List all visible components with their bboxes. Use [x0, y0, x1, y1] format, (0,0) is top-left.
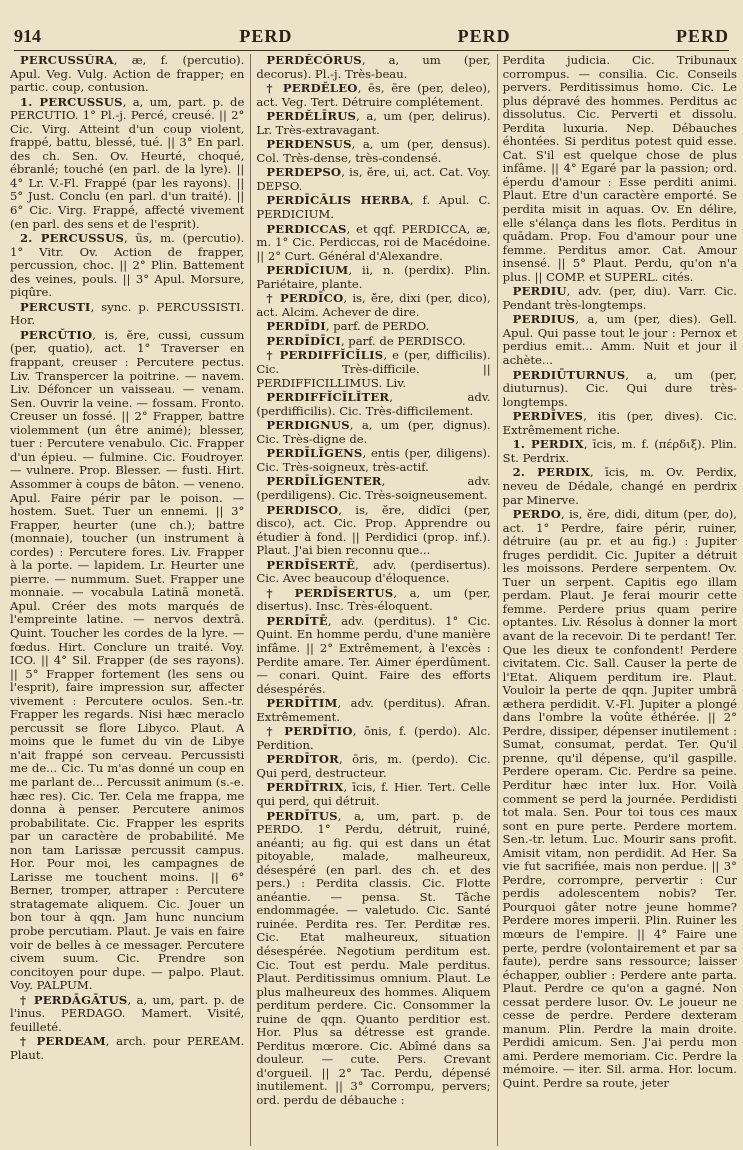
dictionary-entry — [10, 329, 244, 993]
entry-headword: 2. PERCUSSUS — [20, 231, 125, 246]
entry-headword: PERDO — [512, 507, 561, 522]
entry-definition: , is, ĕre, dixi (per, dico), act. Alcim. Achever de dire. — [256, 291, 491, 319]
dictionary-entry — [256, 54, 490, 81]
dictionary-entry — [256, 138, 490, 165]
entry-definition: , is, ĕre, didi, ditum (per, do), act. 1° Perdre, faire périr, ruiner, détruire (au pr. et au fig.) : Jupiter fruges perdidit. Cic. Jupiter a détruit les moissons. Perdere serpentem. Ov. Tuer un serpent. Capitis ego illam perdam. Plaut. Je ferai mourir cette femme. Perdere prius quam perire optantes. Liv. Résolus à donner la mort avant de la recevoir. Di te perdant! Ter. Que les dieux te confondent! Perdere civitatem. Cic. Sall. Causer la perte de l'Etat. Aliquem perditum ire. Plaut. Vouloir la perte de qqn. Jupiter umbrā æthera perdidit. V.-Fl. Jupiter a plongé dans l'ombre la voûte éthérée. || 2° Perdre, dissiper, dépenser inutilement : Sumat, consumat, perdat. Ter. Qu'il prenne, qu'il dépense, qu'il gaspille. Perdere operam. Cic. Perdre sa peine. Perditur hæc inter lux. Hor. Voilà comment se perd la journée. Perdidisti tot mala. Sen. Pour toi tous ces maux sont en pure perte. Perdere mortem. Sen.-tr. letum. Luc. Mourir sans profit. Amisit vitam, non perdidit. Ad Her. Sa vie fut sacrifiée, mais non perdue. || 3° Perdre, corrompre, pervertir : Cur perdis adolescentem nobis? Ter. Pourquoi gâter notre jeune homme? Perdere mores imperii. Plin. Ruiner les mœurs de l'empire. || 4° Faire une perte, perdre (volontairement et par sa faute), perdre sans ressource; laisser échapper, oublier : Perdere ante parta. Plaut. Perdre ce qu'on a gagné. Non cessat perdere lusor. Ov. Le joueur ne cesse de perdre. Perdere dexteram manum. Plin. Perdre la main droite. Perdidi amicum. Sen. J'ai perdu mon ami. Perdere memoriam. Cic. Perdre la mémoire. — iter. Sil. arma. Hor. locum. Quint. Perdre sa route, jeter — [502, 507, 737, 1091]
entry-definition: , parf. de PERDO. — [325, 319, 430, 334]
entry-definition: , īcis, m. f. (πέρδιξ). Plin. St. Perdrix. — [502, 437, 737, 465]
entry-definition: , ōris, m. (perdo). Cic. Qui perd, destructeur. — [256, 752, 491, 780]
entry-definition: , a, um, part. p. de l'inus. PERDAGO. Mamert. Visité, feuilleté. — [10, 992, 245, 1034]
entry-definition: , sync. p. PERCUSSISTI. Hor. — [10, 299, 245, 328]
entry-headword: PERDĔLĪRUS — [266, 109, 357, 124]
dictionary-entry — [256, 82, 490, 109]
entry-definition: , itis (per, dives). Cic. Extrêmement riche. — [502, 409, 737, 437]
entry-definition: , a, um (per, diuturnus). Cic. Qui dure très-longtemps. — [502, 367, 737, 409]
entry-headword: PERCUSTI — [20, 299, 91, 314]
entry-headword: PERDENSUS — [266, 137, 352, 152]
header-left-guide: PERD — [239, 25, 293, 46]
entry-definition: , adv. (perditus). Afran. Extrêmement. — [256, 696, 491, 724]
entry-definition: , a, um (per, dignus). Cic. Très-digne de. — [256, 418, 491, 446]
running-header — [14, 22, 729, 50]
entry-headword: PERDICCAS — [266, 221, 347, 236]
dictionary-entry — [256, 615, 490, 696]
dictionary-entry — [256, 391, 490, 418]
entry-headword: PERDĪDI — [266, 319, 326, 334]
dictionary-entry — [10, 301, 244, 328]
entry-headword: PERDĪCIUM — [266, 263, 349, 278]
entry-headword: PERDIGNUS — [266, 418, 350, 433]
entry-headword: PERDIŪTURNUS — [512, 367, 626, 382]
entry-headword: PERDĪSERTĒ — [266, 557, 356, 572]
entry-headword: PERDĪTOR — [266, 752, 339, 767]
dictionary-entry — [256, 349, 490, 390]
entry-definition: , entis (per, diligens). Cic. Très-soigneux, très-actif. — [256, 446, 491, 474]
entry-headword: 1. PERDIX — [512, 437, 584, 452]
entry-definition: , īcis, f. Hier. Tert. Celle qui perd, qui détruit. — [256, 780, 491, 808]
entry-headword: PERDĪTUS — [266, 808, 338, 823]
entry-definition: , adv. (perdiligens). Cic. Très-soigneusement. — [256, 474, 491, 502]
dictionary-entry — [503, 410, 737, 437]
entry-headword: PERDĔCŌRUS — [266, 54, 362, 67]
header-rule — [14, 50, 729, 51]
entry-definition: , adv. (per, diu). Varr. Cic. Pendant très-longtemps. — [502, 284, 737, 312]
entry-headword: PERDĪCĀLIS HERBA — [266, 193, 410, 208]
dictionary-entry — [10, 1035, 244, 1062]
entry-headword: PERCUSSŪRA — [20, 54, 114, 67]
dictionary-entry — [256, 587, 490, 614]
entry-headword: PERDĪTIM — [266, 696, 338, 711]
dictionary-entry — [10, 54, 244, 95]
entry-definition: , ūs, m. (percutio). 1° Vitr. Ov. Action de frapper, percussion, choc. || 2° Plin. Battement des veines, pouls. || 3° Apul. Morsure, piqûre. — [10, 231, 245, 300]
entry-headword: PERDISCO — [266, 502, 339, 517]
entry-definition: , arch. pour PEREAM. Plaut. — [10, 1034, 245, 1062]
entry-definition: , a, um (per, decorus). Pl.-j. Très-beau. — [256, 54, 491, 81]
dictionary-entry — [256, 697, 490, 724]
entry-headword: † PERDĪTIO — [266, 724, 353, 739]
entry-definition: , adv. (perdisertus). Cic. Avec beaucoup d'éloquence. — [256, 557, 491, 586]
entry-headword: 1. PERCUSSUS — [20, 94, 123, 109]
entry-headword: 2. PERDIX — [512, 465, 590, 480]
dictionary-entry — [503, 466, 737, 507]
dictionary-entry — [256, 166, 490, 193]
entry-definition: , ēs, ēre (per, deleo), act. Veg. Tert. Détruire complétement. — [256, 81, 491, 109]
dictionary-entry — [256, 559, 490, 586]
dictionary-entry — [256, 725, 490, 752]
entry-definition: , a, um, part. p. de PERCUTIO. 1° Pl.-j. Percé, creusé. || 2° Cic. Virg. Atteint d'un coup violent, frappé, battu, blessé, tué. || 3° En parl. des ch. Sen. Ov. Heurté, choqué, ébranlé; touché (en parl. de la lyre). || 4° Lr. V.-Fl. Frappé (par les rayons). || 5° Just. Conclu (en parl. d'un traité). || 6° Cic. Virg. Frappé, affecté vivement (en parl. des sens et de l'esprit). — [10, 94, 245, 231]
dictionary-entry — [256, 292, 490, 319]
entry-headword: † PERDĪSERTUS — [266, 585, 394, 600]
entry-headword: PERDĪLĬGENS — [266, 446, 363, 461]
header-center-guide: PERD — [457, 25, 511, 46]
dictionary-entry — [256, 320, 490, 334]
column-left — [10, 54, 244, 1146]
entry-definition: , a, um (per, delirus). Lr. Très-extravagant. — [256, 109, 491, 137]
entry-headword: PERCŬTIO — [20, 327, 93, 342]
entry-definition: , a, um, part. p. de PERDO. 1° Perdu, détruit, ruiné, anéanti; au fig. qui est dans un état pitoyable, malade, malheureux, désespéré (en parl. des ch. et des pers.) : Perdita classis. Cic. Flotte anéantie. — pensa. St. Tâche endommagée. — valetudo. Cic. Santé ruinée. Perdita res. Ter. Perditæ res. Cic. Etat malheureux, situation désespérée. Negotium perditum est. Cic. Tout est perdu. Male perditus. Plaut. Perditissimus omnium. Plaut. Le plus malheureux des hommes. Aliquem perditum perdere. Cic. Consommer la ruine de qqn. Quanto perditior est. Hor. Plus sa détresse est grande. Perditus mœrore. Cic. Abîmé dans sa douleur. — cute. Pers. Crevant d'orgueil. || 2° Tac. Perdu, dépensé inutilement. || 3° Corrompu, pervers; ord. perdu de débauche : — [256, 808, 491, 1108]
dictionary-entry — [503, 438, 737, 465]
entry-definition: , is, ĕre, ui, act. Cat. Voy. DEPSO. — [256, 165, 491, 193]
dictionary-entry — [256, 194, 490, 221]
dictionary-entry — [256, 419, 490, 446]
dictionary-entry — [503, 313, 737, 367]
entry-headword: PERDEPSO — [266, 165, 342, 180]
dictionary-entry — [503, 285, 737, 312]
entry-headword: PERDĪLĬGENTER — [266, 474, 382, 489]
column-right — [497, 54, 737, 1146]
header-right-guide: PERD — [675, 25, 729, 46]
dictionary-entry — [256, 110, 490, 137]
dictionary-entry — [256, 810, 490, 1108]
dictionary-entry — [503, 508, 737, 1091]
entry-headword: PERDĪTRIX — [266, 780, 344, 795]
dictionary-entry — [256, 753, 490, 780]
entry-definition: , f. Apul. C. PERDICIUM. — [256, 193, 491, 222]
entry-headword: † PERDIFFĬCĬLIS — [266, 348, 384, 363]
entry-definition: , a, um (per, disertus). Insc. Très-éloquent. — [256, 585, 491, 614]
entry-definition: , adv. (perditus). 1° Cic. Quint. En homme perdu, d'une manière infâme. || 2° Extrêmement, à l'excès : Perdite amare. Ter. Aimer éperdûment. — conari. Quint. Faire des efforts désespérés. — [256, 613, 491, 696]
dictionary-entry — [256, 223, 490, 264]
entry-definition: , īcis, m. Ov. Perdix, neveu de Dédale, changé en perdrix par Minerve. — [502, 465, 737, 507]
entry-definition: , is, ĕre, didĭci (per, disco), act. Cic. Prop. Apprendre ou étudier à fond. || Perdidici (prop. inf.). Plaut. J'ai bien reconnu que... — [256, 502, 491, 558]
dictionary-entry — [256, 475, 490, 502]
dictionary-entry — [256, 447, 490, 474]
entry-headword: PERDIUS — [512, 312, 576, 327]
entry-headword: † PERDĔLEO — [266, 81, 358, 96]
page-number: 914 — [14, 25, 41, 46]
dictionary-entry — [10, 232, 244, 300]
entry-definition: , et qqf. PERDICCA, æ, m. 1° Cic. Perdiccas, roi de Macédoine. || 2° Curt. Général d'Alexandre. — [256, 221, 491, 263]
entry-definition: , æ, f. (percutio). Apul. Veg. Vulg. Action de frapper; en partic. coup, contusion. — [10, 54, 245, 95]
column-center — [250, 54, 490, 1146]
entry-headword: PERDIFFĬCĬLĬTER — [266, 390, 390, 405]
entry-definition: , a, um (per, densus). Col. Très-dense, très-condensé. — [256, 137, 491, 165]
entry-headword: PERDĪVES — [512, 409, 584, 424]
entry-headword: † PERDĀGĀTUS — [20, 992, 128, 1007]
entry-definition: , adv. (perdifficilis). Cic. Très-difficilement. — [256, 390, 491, 418]
entry-definition: , ii, n. (perdix). Plin. Pariétaire, plante. — [256, 263, 491, 291]
dictionary-entry — [256, 264, 490, 291]
dictionary-entry — [256, 504, 490, 558]
columns — [10, 54, 737, 1146]
dictionary-entry — [10, 96, 244, 231]
entry-definition: , is, ĕre, cussi, cussum (per, quatio), act. 1° Traverser en frappant, creuser : Percutere pectus. Liv. Transpercer la poitrine. — navem. Liv. Défoncer un vaisseau. — venam. Sen. Ouvrir la veine. — fossam. Fronto. Creuser un fossé. || 2° Frapper, battre violemment (un être animé); blesser, tuer : Percutere venabulo. Cic. Frapper d'un épieu. — fulmine. Cic. Foudroyer. — vulnere. Prop. Blesser. — fusti. Hirt. Assommer à coups de bâton. — veneno. Apul. Faire périr par le poison. — hostem. Suet. Tuer un ennemi. || 3° Frapper, heurter (une ch.); battre (monnaie), toucher (un instrument à cordes) : Percutere fores. Liv. Frapper à la porte. — lapidem. Lr. Heurter une pierre. — nummum. Suet. Frapper une monnaie. — vocabula Latinā monetā. Apul. Créer des mots marqués de l'empreinte latine. — nervos dextrā. Quint. Toucher les cordes de la lyre. — fœdus. Hirt. Conclure un traité. Voy. ICO. || 4° Sil. Frapper (de ses rayons). || 5° Frapper fortement (les sens ou l'esprit), faire impression sur, affecter vivement : Percutere oculos. Sen.-tr. Frapper les regards. Nisi hæc meraclo percussit se flore Libyco. Plaut. A moins que le fumet du vin de Libye n'ait frappé son cerveau. Percussisti me de... Cic. Tu m'as donné un coup en me parlant de... Percussit animum (s.-e. hæc res). Cic. Ter. Cela me frappa, me donna à penser. Percutere animos probabilitate. Cic. Frapper les esprits par un caractère de probabilité. Me non tam Larissæ percussit campus. Hor. Pour moi, les campagnes de Larisse me touchent moins. || 6° Berner, tromper, attraper : Percutere stratagemate aliquem. Cic. Jouer un bon tour à qqn. Jam hunc nuncium probe percutiam. Plaut. Je vais en faire voir de belles à ce messager. Percutere civem suum. Cic. Prendre son concitoyen pour dupe. — palpo. Plaut. Voy. PALPUM. — [10, 327, 245, 993]
dictionary-entry — [256, 335, 490, 349]
entry-definition: , a, um (per, dies). Gell. Apul. Qui passe tout le jour : Pernox et perdius emit... Amm. Nuit et jour il achète... — [502, 312, 737, 368]
entry-headword: PERDIU — [512, 284, 567, 299]
dictionary-entry — [256, 781, 490, 808]
entry-headword: † PERDĪCO — [266, 291, 344, 306]
entry-definition: , ōnis, f. (perdo). Alc. Perdition. — [256, 724, 491, 752]
entry-headword: PERDĪDĪCI — [266, 333, 341, 348]
entry-definition: , e (per, difficilis). Cic. Très-difficile. || PERDIFFICILLIMUS. Liv. — [256, 348, 491, 390]
entry-definition: , parf. de PERDISCO. — [340, 333, 466, 348]
dictionary-entry — [503, 54, 737, 284]
entry-definition: Perdita judicia. Cic. Tribunaux corrompus. — consilia. Cic. Conseils pervers. Perditissimus homo. Cic. Le plus dépravé des hommes. Perditus ac dissolutus. Cic. Perverti et dissolu. Perdita luxuria. Nep. Débauches éhontées. Si perditus potest quid esse. Cat. S'il est quelque chose de plus infâme. || 4° Egaré par la passion; ord. éperdu d'amour : Esse perditi animi. Plaut. Etre d'un caractère emporté. Se perdita misit in aquas. Ov. En délire, elle s'élança dans les flots. Perditus in quādam. Prop. Fou d'amour pour une femme. Perditus amor. Cat. Amour insensé. || 5° Plaut. Perdu, qu'on n'a plus. || COMP. et SUPERL. cités. — [502, 54, 737, 284]
entry-headword: † PERDEAM — [20, 1034, 106, 1049]
dictionary-entry — [10, 994, 244, 1035]
entry-headword: PERDĪTĒ — [266, 613, 328, 628]
dictionary-entry — [503, 369, 737, 410]
